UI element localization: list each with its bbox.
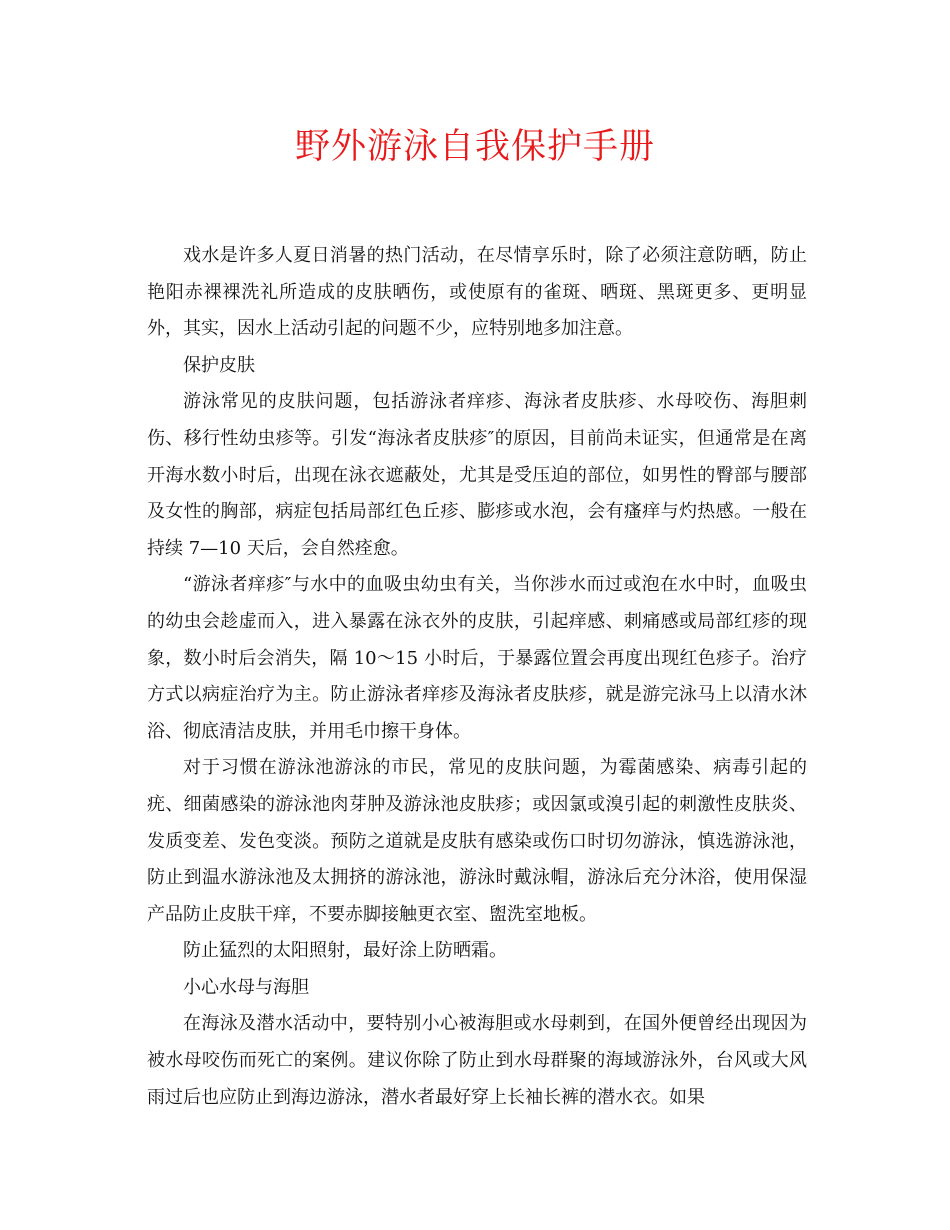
section-heading-skin: 保护皮肤 <box>183 354 255 376</box>
paragraph-swimmer-itch: “游泳者痒疹″与水中的血吸虫幼虫有关，当你涉水而过或泡在水中时，血吸虫的幼虫会趁虚而入，进入暴露在泳衣外的皮肤，引起痒感、刺痛感或局部红疹的现象，数小时后会消失，隔 10～15 小时后，于暴露位置会再度出现红色疹子。治疗方式以病症治疗为主。防止游泳者痒疹及海泳者皮肤疹，就是游完泳马上以清水沐浴、彻底清洁皮肤，并用毛巾擦干身体。 <box>147 574 807 742</box>
document-title: 野外游泳自我保护手册 <box>294 127 655 167</box>
paragraph-sunscreen: 防止猛烈的太阳照射，最好涂上防晒霜。 <box>183 940 507 962</box>
paragraph-jellyfish: 在海泳及潜水活动中，要特别小心被海胆或水母刺到，在国外便曾经出现因为被水母咬伤而死亡的案例。建议你除了防止到水母群聚的海域游泳外，台风或大风雨过后也应防止到海边游泳，潜水者最好穿上长袖长裤的潜水衣。如果 <box>147 1013 807 1108</box>
paragraph-pool-skin: 对于习惯在游泳池游泳的市民，常见的皮肤问题，为霉菌感染、病毒引起的疣、细菌感染的游泳池肉芽肿及游泳池皮肤疹；或因氯或溴引起的刺激性皮肤炎、发质变差、发色变淡。预防之道就是皮肤有感染或伤口时切勿游泳，慎选游泳池，防止到温水游泳池及太拥挤的游泳池，游泳时戴泳帽，游泳后充分沐浴，使用保湿产品防止皮肤干痒，不要赤脚接触更衣室、盥洗室地板。 <box>147 757 807 925</box>
paragraph-intro: 戏水是许多人夏日消暑的热门活动，在尽情享乐时，除了必须注意防晒，防止艳阳赤裸裸洗礼所造成的皮肤晒伤，或使原有的雀斑、晒斑、黑斑更多、更明显外，其实，因水上活动引起的问题不少，应特别地多加注意。 <box>147 245 807 340</box>
section-heading-jellyfish: 小心水母与海胆 <box>183 976 309 998</box>
paragraph-skin-problems: 游泳常见的皮肤问题，包括游泳者痒疹、海泳者皮肤疹、水母咬伤、海胆刺伤、移行性幼虫疹等。引发“海泳者皮肤疹″的原因，目前尚未证实，但通常是在离开海水数小时后，出现在泳衣遮蔽处，尤其是受压迫的部位，如男性的臀部与腰部及女性的胸部，病症包括局部红色丘疹、膨疹或水泡，会有瘙痒与灼热感。一般在持续 7—10 天后，会自然痊愈。 <box>147 391 807 559</box>
document-body <box>147 238 807 1116</box>
